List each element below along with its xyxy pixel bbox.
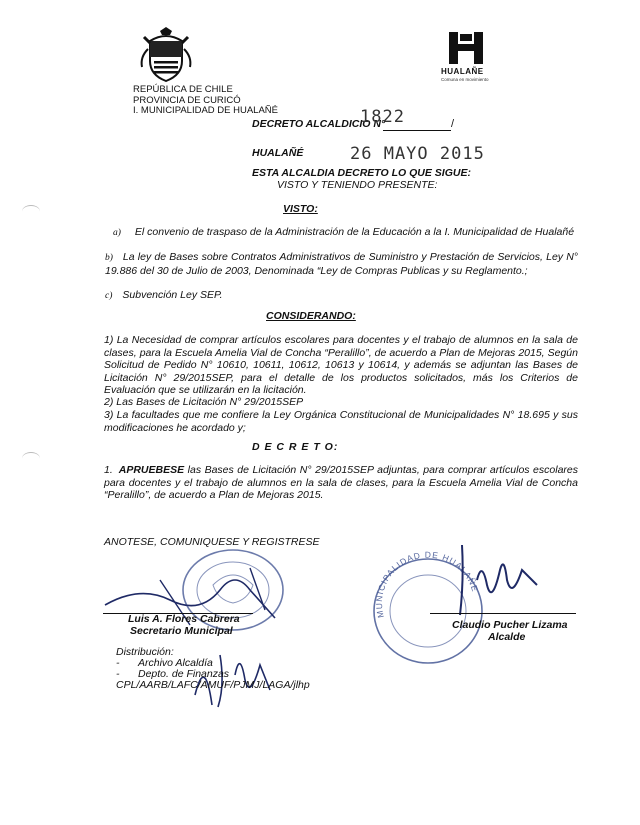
considerando-p3: 3) La facultades que me confiere la Ley Orgánica Constitucional de Municipalidades N° 18.695 y sus modificaciones he acordado y;: [104, 409, 578, 434]
punch-hole-top: [22, 205, 40, 218]
right-signature-icon: [452, 540, 542, 620]
visto-text-a: El convenio de traspaso de la Administración de la Educación a la I. Municipalidad de Hualañé: [134, 226, 575, 238]
distribution-item: - Depto. de Finanzas: [116, 668, 230, 680]
visto-item-b: [105, 251, 578, 277]
punch-hole-bottom: [22, 452, 40, 465]
decree-intro-sub: VISTO Y TENIENDO PRESENTE:: [277, 179, 438, 191]
header-block: [133, 85, 278, 117]
distribution-block: [116, 647, 310, 691]
hualane-logo-icon: [445, 30, 487, 66]
decreto-heading: D E C R E T O:: [252, 441, 339, 453]
visto-text-b: La ley de Bases sobre Contratos Administrativos de Suministro y Prestación de Servicios, Ley N° 19.886 del 30 de Julio de 2003, Denominada “Ley de Compras Publicas y su Reglamento.;: [105, 251, 578, 277]
decree-number-underline: [383, 130, 451, 131]
right-stamp-ring-text: MUNICIPALIDAD DE HUALAÑE: [373, 549, 481, 619]
decree-intro: ESTA ALCALDIA DECRETO LO QUE SIGUE:: [252, 167, 471, 179]
considerando-p2: 2) Las Bases de Licitación N° 29/2015SEP: [104, 396, 304, 408]
visto-marker-b: b): [105, 253, 113, 263]
right-signatory-title: Alcalde: [488, 631, 526, 643]
header-country: REPÚBLICA DE CHILE: [133, 84, 233, 95]
visto-marker-a: a): [113, 228, 121, 238]
decreto-verb: APRUEBESE: [118, 464, 185, 476]
decree-number: 1822: [360, 107, 405, 127]
header-province: PROVINCIA DE CURICÓ: [133, 94, 241, 106]
left-signatory-name: Luis A. Flores Cabrera: [128, 613, 240, 625]
considerando-heading: CONSIDERANDO:: [266, 310, 356, 322]
visto-text-c: Subvención Ley SEP.: [122, 289, 223, 301]
right-signature-line: [430, 613, 576, 614]
header-municipality: I. MUNICIPALIDAD DE HUALAÑÉ: [133, 105, 278, 116]
decree-number-slash: /: [451, 118, 455, 130]
right-signatory-name: Claudio Pucher Lizama: [452, 619, 568, 631]
decree-date: 26 MAYO 2015: [350, 144, 485, 164]
decree-label: DECRETO ALCALDICIO N°: [252, 118, 386, 130]
place-label: HUALAÑÉ: [252, 147, 304, 159]
distribution-initials: CPL/AARB/LAFC/AMUF/PJMJ/LAGA/jlhp: [116, 679, 310, 691]
distribution-label: Distribución:: [116, 646, 174, 658]
closing-line: ANOTESE, COMUNIQUESE Y REGISTRESE: [104, 536, 320, 548]
considerando-p1: 1) La Necesidad de comprar artículos escolares para docentes y el trabajo de alumnos en la sala de clases, para la Escuela Amelia Vial de Concha “Peralillo”, de acuerdo a Plan de Mejoras 2015, Según Solicitud de Pedido N° 10610, 10611, 10612, 10613 y 10614, y además se adjuntan las Bases de Licitación N° 29/2015SEP, para el detalle de los productos solicitados, más los Criterios de Evaluación que se utilizarán en la licitación.: [104, 334, 578, 396]
visto-item-c: [105, 289, 578, 303]
right-logo-name: HUALAÑE: [441, 67, 484, 76]
visto-marker-c: c): [105, 291, 113, 301]
distribution-item: - Archivo Alcaldía: [116, 657, 213, 669]
visto-heading: VISTO:: [283, 203, 318, 215]
right-logo-tagline: Comuna en movimiento: [441, 77, 489, 82]
chile-coat-of-arms-icon: [140, 27, 192, 85]
left-signatory-title: Secretario Municipal: [130, 625, 233, 637]
decreto-text: las Bases de Licitación N° 29/2015SEP adjuntas, para comprar artículos escolares para docentes y el trabajo de alumnos en la sala de clases, para la Escuela Amelia Vial de Concha “Peralillo”, de acuerdo a Plan de Mejoras 2015.: [104, 464, 578, 501]
visto-item-a: [113, 226, 578, 240]
decreto-num: 1.: [104, 464, 113, 476]
decreto-item-1: [104, 464, 578, 502]
